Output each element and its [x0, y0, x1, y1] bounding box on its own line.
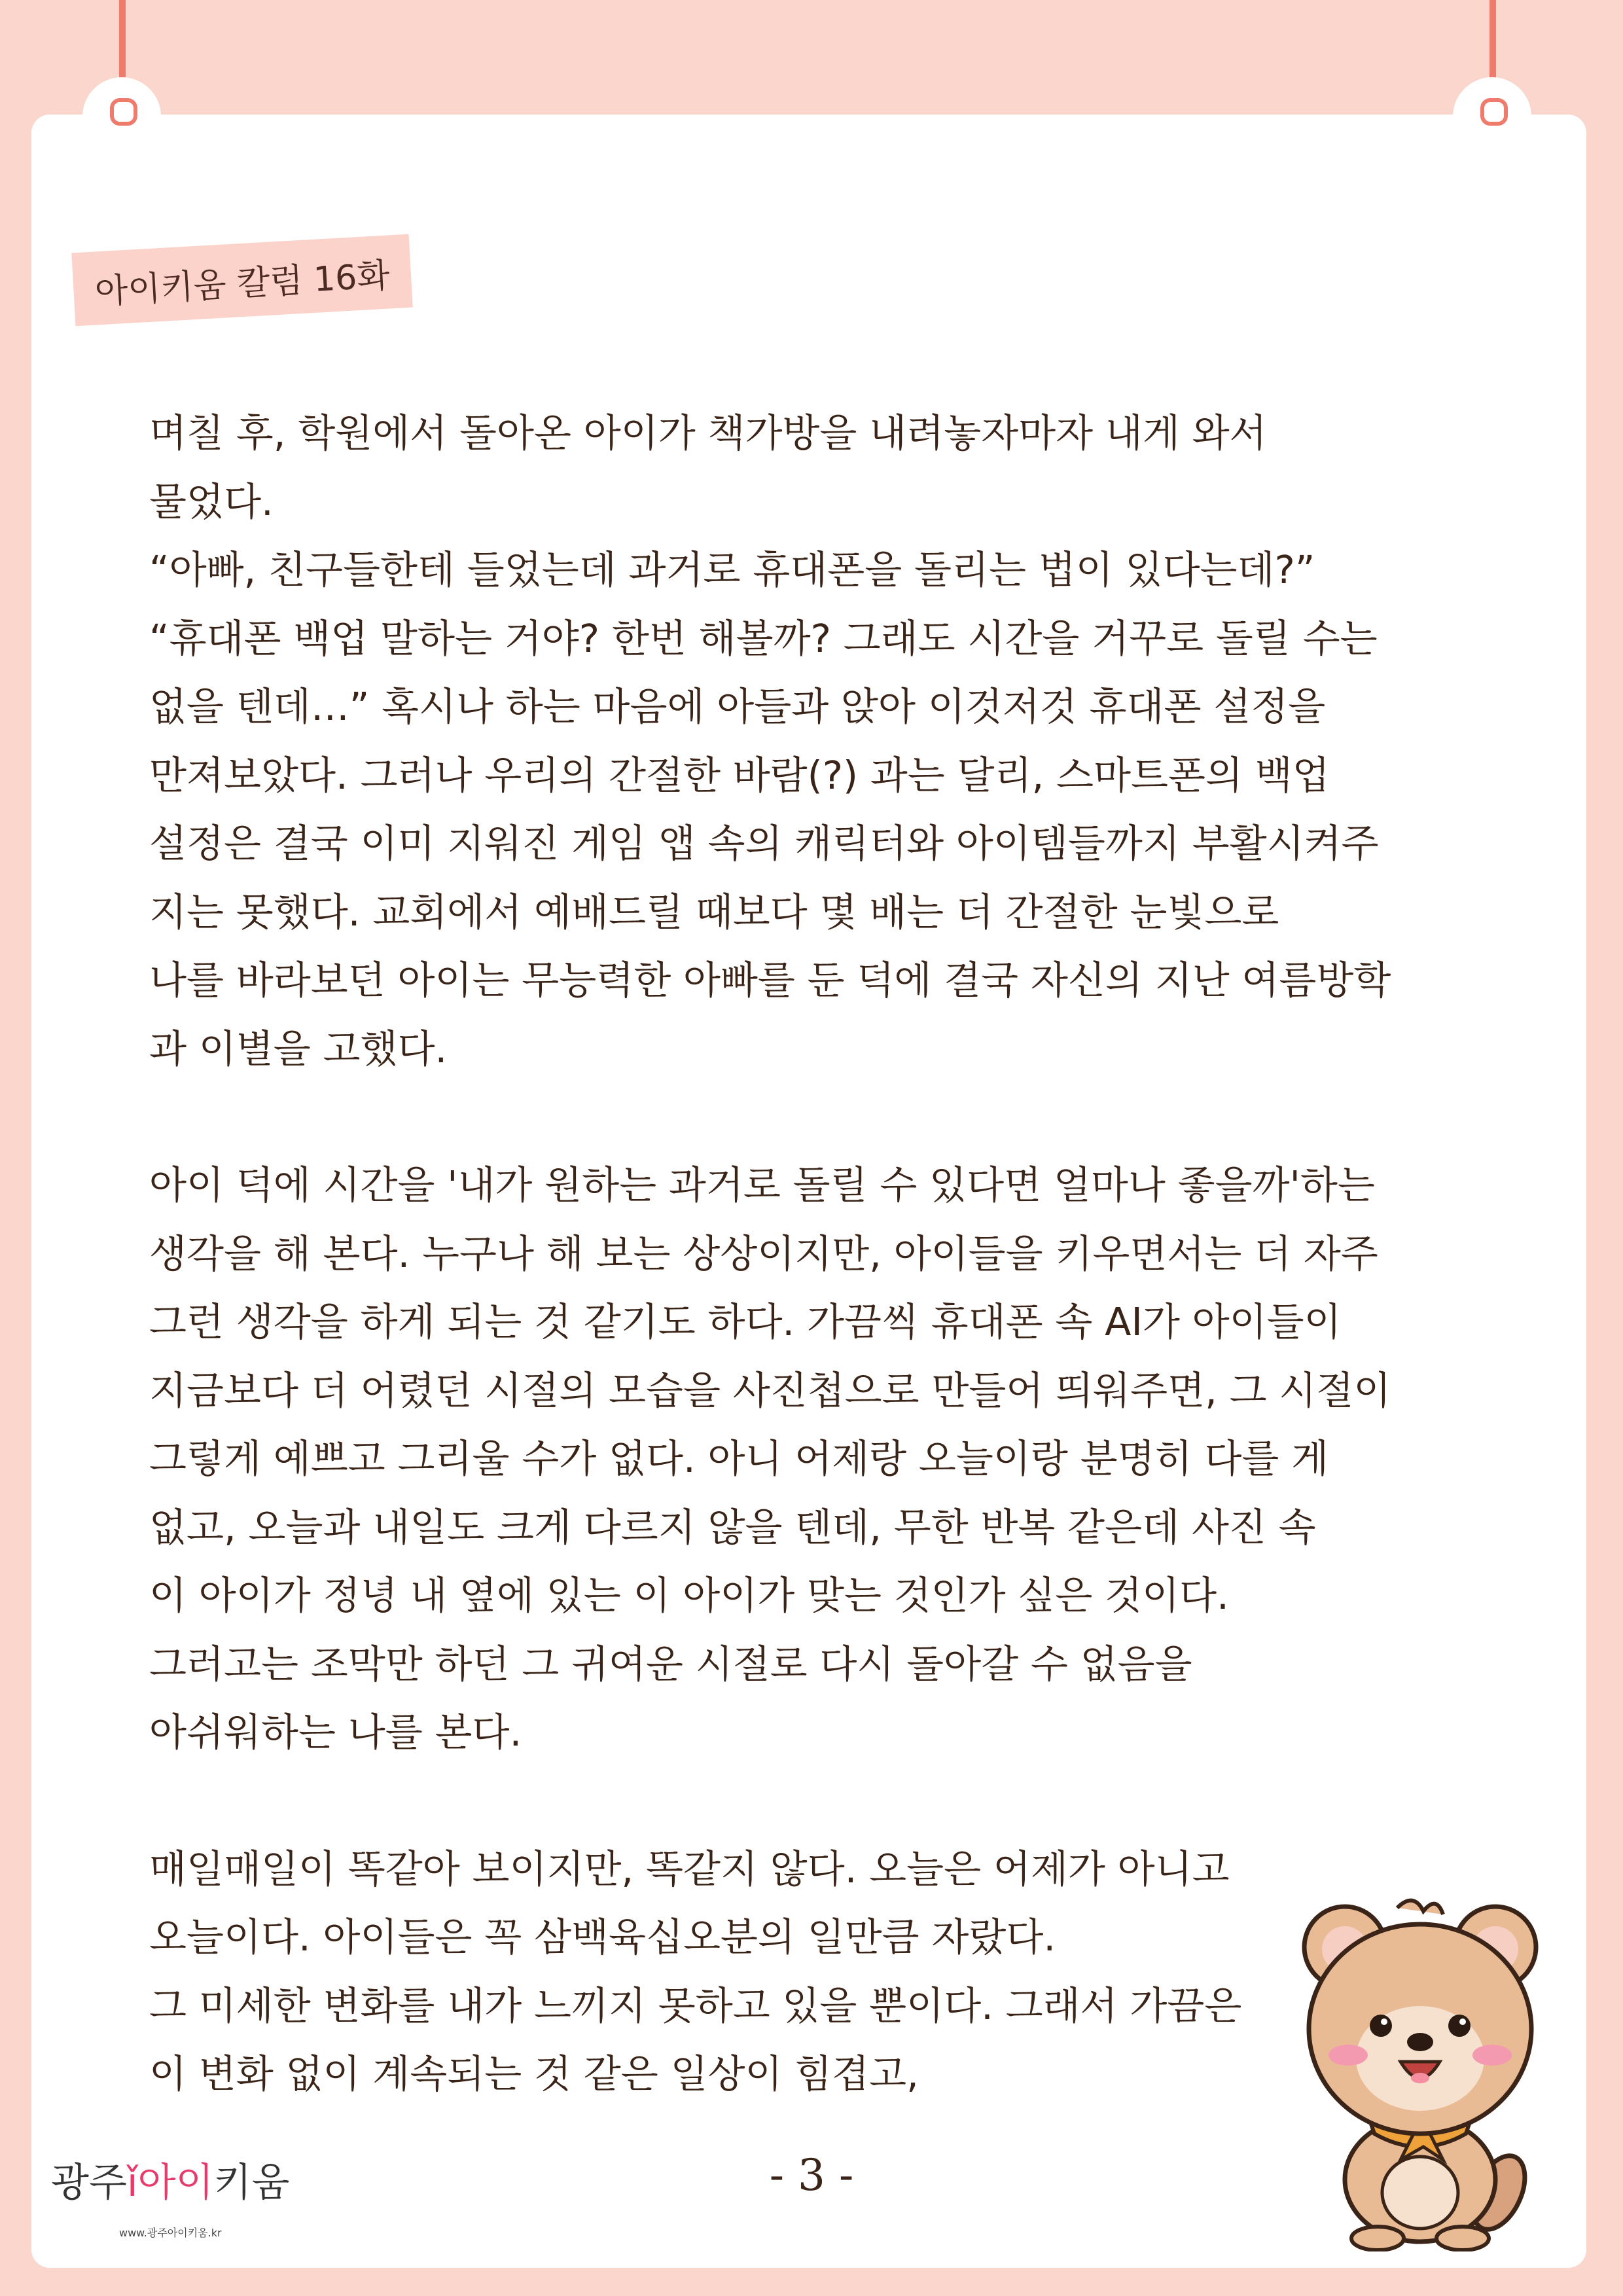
page-number: - 3 -	[769, 2150, 854, 2200]
ring-left	[110, 98, 137, 126]
ring-right	[1480, 98, 1508, 126]
text-line: 아이 덕에 시간을 '내가 원하는 과거로 돌릴 수 있다면 얼마나 좋을까'하는	[149, 1162, 1375, 1208]
logo-url: www.광주아이키움.kr	[119, 2227, 222, 2239]
text-line: 그렇게 예쁘고 그리울 수가 없다. 아니 어제랑 오늘이랑 분명히 다를 게	[149, 1436, 1329, 1481]
text-line: 매일매일이 똑같아 보이지만, 똑같지 않다. 오늘은 어제가 아니고	[149, 1846, 1230, 1892]
logo-text-highlight: 아이	[137, 2160, 214, 2206]
column-label: 아이키움 칼럼 16화	[94, 255, 391, 312]
logo-text-suffix: 키움	[213, 2160, 290, 2206]
text-line: 물었다.	[149, 478, 274, 524]
text-line: 없고, 오늘과 내일도 크게 다르지 않을 텐데, 무한 반복 같은데 사진 속	[149, 1504, 1316, 1550]
logo-wordmark	[51, 2144, 289, 2222]
paragraph-1	[149, 399, 1491, 1083]
text-line: 이 아이가 정녕 내 옆에 있는 이 아이가 맞는 것인가 싶은 것이다.	[149, 1573, 1229, 1618]
text-line: 지금보다 더 어렸던 시절의 모습을 사진첩으로 만들어 띄워주면, 그 시절이	[149, 1367, 1391, 1413]
text-line: “아빠, 친구들한테 들었는데 과거로 휴대폰을 돌리는 법이 있다는데?”	[149, 547, 1315, 592]
text-line: 아쉬워하는 나를 본다.	[149, 1710, 522, 1755]
text-line: 오늘이다. 아이들은 꼭 삼백육십오분의 일만큼 자랐다.	[149, 1914, 1056, 1960]
text-line: 과 이별을 고했다.	[149, 1026, 448, 1071]
text-line: 지는 못했다. 교회에서 예배드릴 때보다 몇 배는 더 간절한 눈빛으로	[149, 889, 1279, 935]
text-line: 이 변화 없이 계속되는 것 같은 일상이 힘겹고,	[149, 2051, 919, 2096]
text-line: 그러고는 조막만 하던 그 귀여운 시절로 다시 돌아갈 수 없음을	[149, 1641, 1192, 1687]
logo-text-prefix: 광주	[51, 2160, 127, 2206]
paragraph-2	[149, 1151, 1491, 1767]
text-line: “휴대폰 백업 말하는 거야? 한번 해볼까? 그래도 시간을 거꾸로 돌릴 수는	[149, 615, 1378, 661]
text-line: 그 미세한 변화를 내가 느끼지 못하고 있을 뿐이다. 그래서 가끔은	[149, 1982, 1242, 2028]
quokka-mascot-icon	[1283, 1885, 1558, 2251]
logo	[51, 2144, 313, 2248]
logo-i-icon: ǐ	[126, 2160, 138, 2206]
text-line: 없을 텐데…” 혹시나 하는 마음에 아들과 앉아 이것저것 휴대폰 설정을	[149, 684, 1326, 729]
text-line: 그런 생각을 하게 되는 것 같기도 하다. 가끔씩 휴대폰 속 AI가 아이들이	[149, 1299, 1342, 1344]
text-line: 만져보았다. 그러나 우리의 간절한 바람(?) 과는 달리, 스마트폰의 백업	[149, 752, 1330, 798]
text-line: 설정은 결국 이미 지워진 게임 앱 속의 캐릭터와 아이템들까지 부활시켜주	[149, 821, 1379, 866]
text-line: 생각을 해 본다. 누구나 해 보는 상상이지만, 아이들을 키우면서는 더 자주	[149, 1230, 1378, 1276]
text-line: 나를 바라보던 아이는 무능력한 아빠를 둔 덕에 결국 자신의 지난 여름방학	[149, 958, 1391, 1003]
text-line: 며칠 후, 학원에서 돌아온 아이가 책가방을 내려놓자마자 내게 와서	[149, 410, 1267, 456]
